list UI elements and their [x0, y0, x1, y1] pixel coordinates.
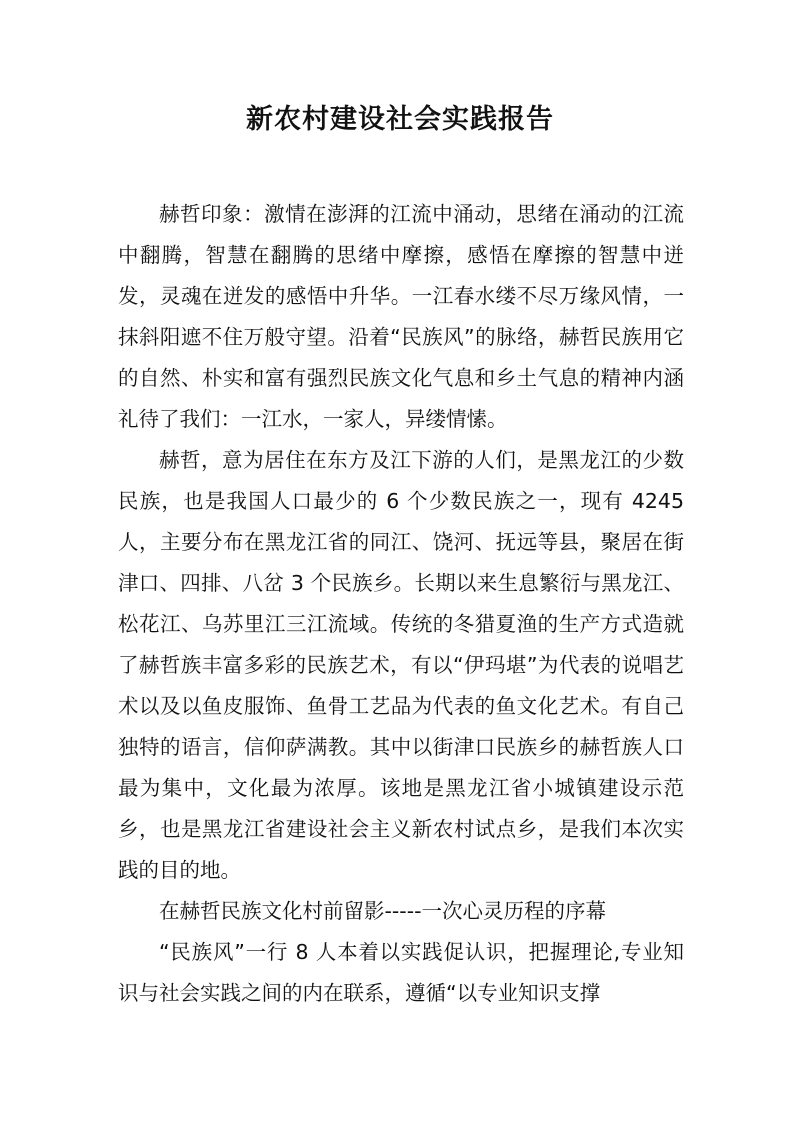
- paragraph-hezhe-impression: 赫哲印象：激情在澎湃的江流中涌动，思绪在涌动的江流中翻腾，智慧在翻腾的思绪中摩擦，感悟在摩擦的智慧中迸发，灵魂在迸发的感悟中升华。一江春水缕不尽万缘风情，一抹斜阳遮不住万般守望。沿着“民族风”的脉络，赫哲民族用它的自然、朴实和富有强烈民族文化气息和乡土气息的精神内涵礼待了我们：一江水，一家人，异缕情愫。: [118, 202, 684, 431]
- paragraph-team-intro: “民族风”一行 8 人本着以实践促认识，把握理论,专业知识与社会实践之间的内在联系，遵循“以专业知识支撑: [118, 940, 684, 1005]
- document-body: [118, 194, 684, 1014]
- document-title: 新农村建设社会实践报告: [246, 104, 554, 135]
- paragraph-hezhe-introduction: 赫哲，意为居住在东方及江下游的人们，是黑龙江的少数民族，也是我国人口最少的 6 个少数民族之一，现有 4245 人，主要分布在黑龙江省的同江、饶河、抚远等县，聚居在街津口、四排、八岔 3 个民族乡。长期以来生息繁衍与黑龙江、松花江、乌苏里江三江流域。传统的冬猎夏渔的生产方式造就了赫哲族丰富多彩的民族艺术，有以“伊玛堪”为代表的说唱艺术以及以鱼皮服饰、鱼骨工艺品为代表的鱼文化艺术。有自己独特的语言，信仰萨满教。其中以街津口民族乡的赫哲族人口最为集中，文化最为浓厚。该地是黑龙江省小城镇建设示范乡，也是黑龙江省建设社会主义新农村试点乡，是我们本次实践的目的地。: [118, 448, 684, 882]
- paragraph-photo-caption: 在赫哲民族文化村前留影-----一次心灵历程的序幕: [159, 899, 606, 923]
